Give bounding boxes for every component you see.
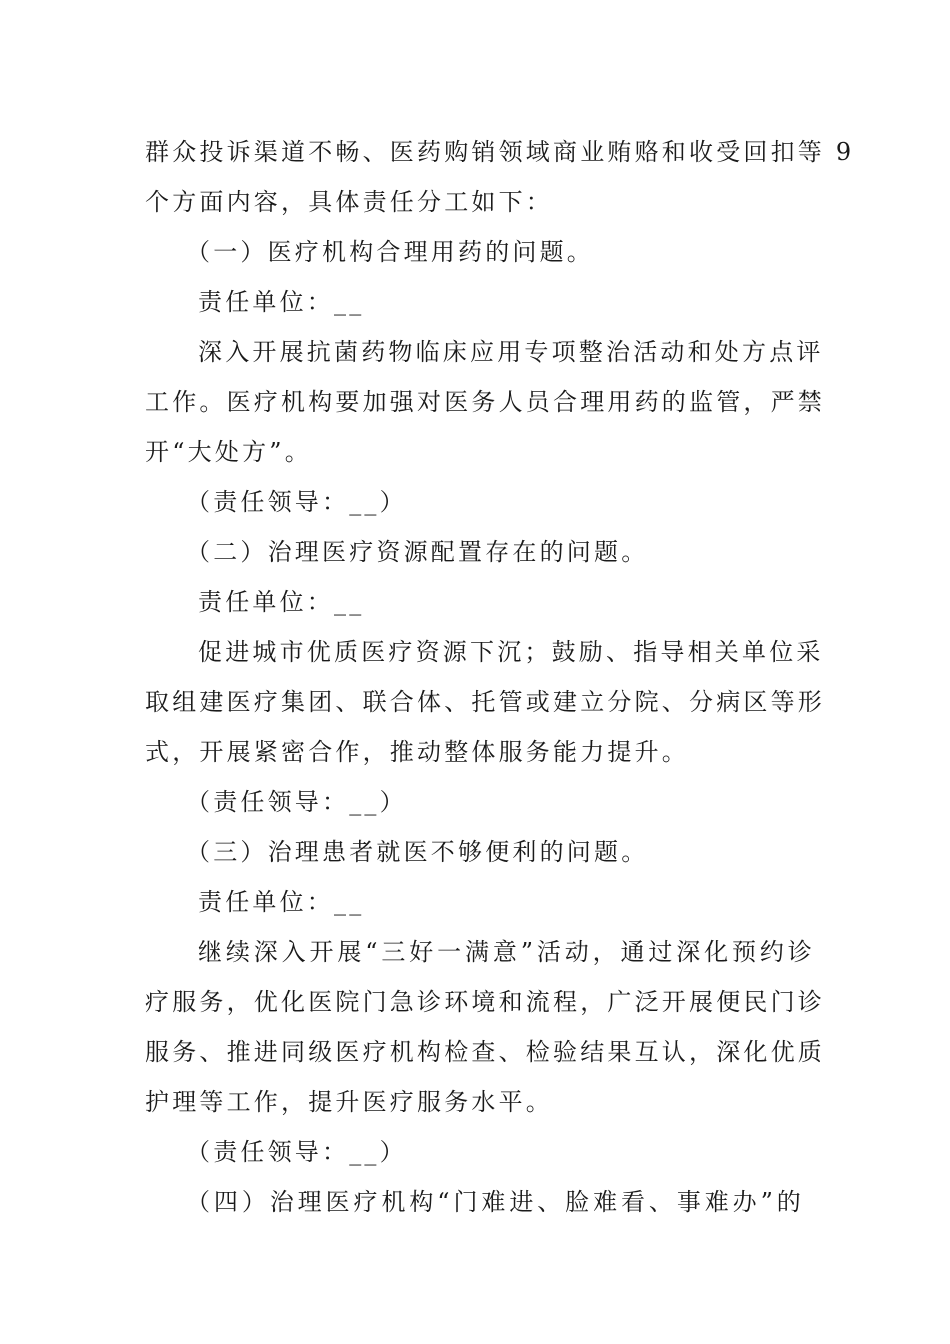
body-text-line: 护理等工作，提升医疗服务水平。: [145, 1088, 553, 1116]
section-heading: （四）治理医疗机构“门难进、脸难看、事难办”的: [186, 1188, 804, 1216]
body-text-line: 式，开展紧密合作，推动整体服务能力提升。: [145, 738, 689, 766]
responsible-unit: 责任单位：__: [198, 888, 365, 916]
body-text-line: 继续深入开展“三好一满意”活动，通过深化预约诊: [198, 938, 815, 966]
responsible-unit: 责任单位：__: [198, 288, 365, 316]
responsible-leader: （责任领导：__）: [186, 788, 407, 816]
body-text-line: 疗服务，优化医院门急诊环境和流程，广泛开展便民门诊: [145, 988, 825, 1016]
body-text-line: 促进城市优质医疗资源下沉；鼓励、指导相关单位采: [198, 638, 824, 666]
body-text-line: 工作。医疗机构要加强对医务人员合理用药的监管，严禁: [145, 388, 825, 416]
body-text-line: 深入开展抗菌药物临床应用专项整治活动和处方点评: [198, 338, 824, 366]
body-text-line: 服务、推进同级医疗机构检查、检验结果互认，深化优质: [145, 1038, 825, 1066]
section-heading: （三）治理患者就医不够便利的问题。: [186, 838, 649, 866]
responsible-leader: （责任领导：__）: [186, 488, 407, 516]
section-heading: （一）医疗机构合理用药的问题。: [186, 238, 594, 266]
responsible-unit: 责任单位：__: [198, 588, 365, 616]
body-text-line: 开“大处方”。: [145, 438, 312, 466]
responsible-leader: （责任领导：__）: [186, 1138, 407, 1166]
body-text-line: 取组建医疗集团、联合体、托管或建立分院、分病区等形: [145, 688, 825, 716]
body-text-line: 群众投诉渠道不畅、医药购销领域商业贿赂和收受回扣等 9: [145, 138, 855, 166]
body-text-line: 个方面内容，具体责任分工如下：: [145, 188, 553, 216]
section-heading: （二）治理医疗资源配置存在的问题。: [186, 538, 649, 566]
